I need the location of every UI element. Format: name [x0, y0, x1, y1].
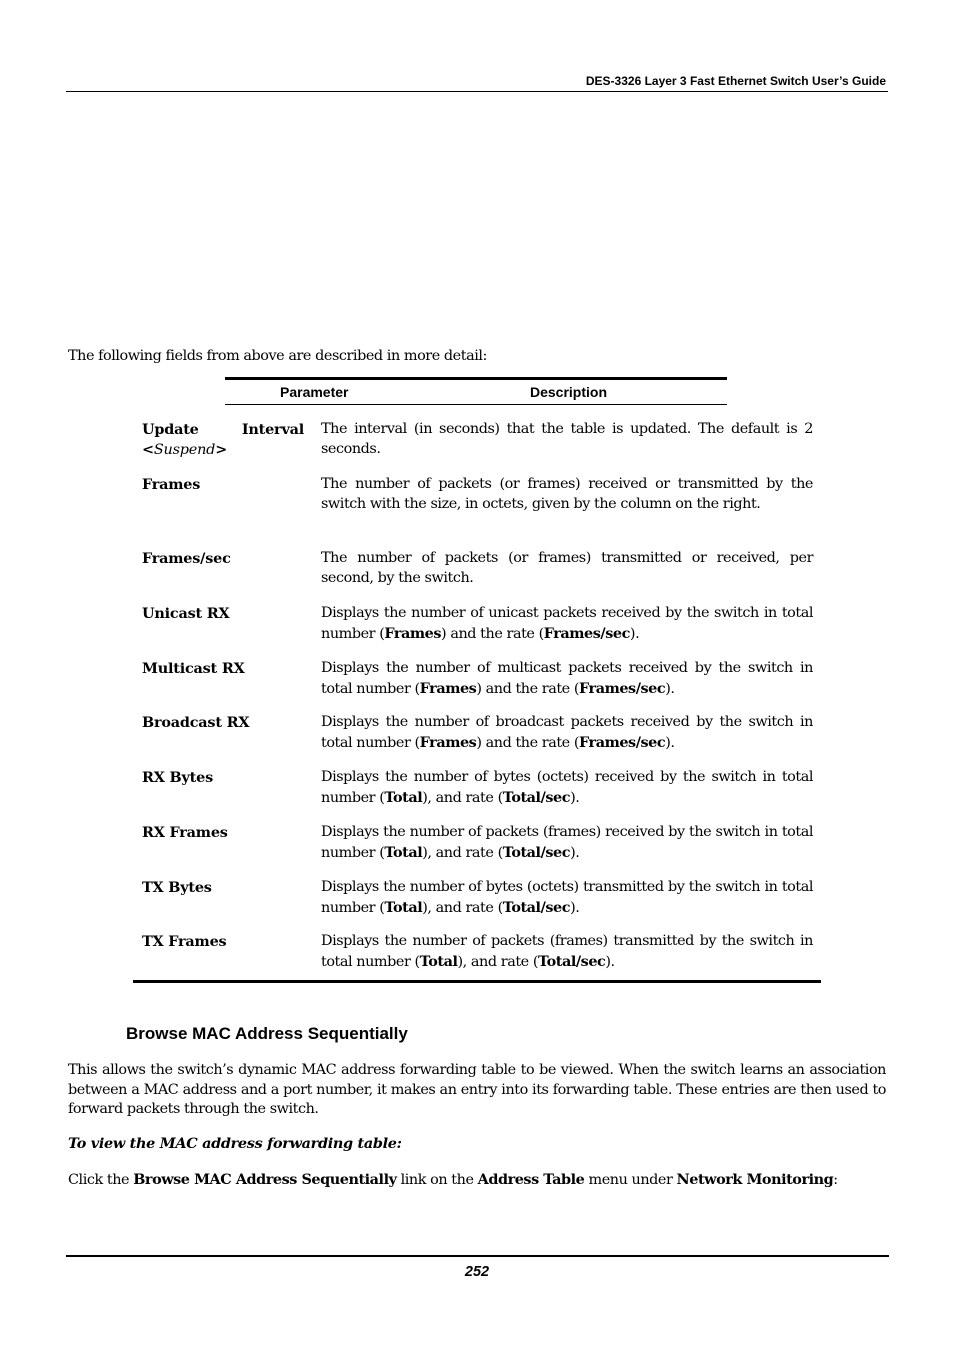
- row-parameter: Frames/sec: [142, 550, 231, 567]
- section-paragraph: This allows the switch’s dynamic MAC address forwarding table to be viewed. When the switch learns an association between a MAC address and a port number, it makes an entry into its forwarding table. These entries are then used to forward packets through the switch.: [68, 1062, 886, 1117]
- page-number: 252: [464, 1264, 490, 1280]
- row-parameter: TX Bytes: [142, 879, 212, 896]
- header-rule: [66, 91, 888, 92]
- row-parameter: TX Frames: [142, 933, 227, 950]
- row-description: Displays the number of packets (frames) received by the switch in total number (Total), and rate (Total/sec).: [321, 824, 813, 861]
- intro-text: The following fields from above are described in more detail:: [68, 348, 487, 364]
- row-description: The interval (in seconds) that the table is updated. The default is 2 seconds.: [321, 421, 813, 457]
- table-bottom-rule: [133, 980, 821, 983]
- row-description: Displays the number of bytes (octets) transmitted by the switch in total number (Total), and rate (Total/sec).: [321, 879, 813, 916]
- row-parameter: Broadcast RX: [142, 714, 250, 731]
- row-description: The number of packets (or frames) received or transmitted by the switch with the size, in octets, given by the column on the right.: [321, 476, 813, 512]
- row-parameter: Frames: [142, 476, 201, 493]
- section-heading: Browse MAC Address Sequentially: [126, 1024, 408, 1043]
- row-parameter: RX Bytes: [142, 769, 213, 786]
- column-header-description: Description: [530, 384, 608, 400]
- instruction-paragraph: Click the Browse MAC Address Sequentially link on the Address Table menu under Network Monitoring:: [68, 1171, 838, 1188]
- row-parameter: Update Interval <Suspend>: [142, 421, 304, 458]
- column-header-parameter: Parameter: [280, 384, 349, 400]
- row-description: The number of packets (or frames) transmitted or received, per second, by the switch.: [321, 550, 813, 586]
- running-header: DES-3326 Layer 3 Fast Ethernet Switch User’s Guide: [585, 74, 886, 88]
- row-parameter: RX Frames: [142, 824, 228, 841]
- procedure-title: To view the MAC address forwarding table:: [68, 1135, 402, 1152]
- footer-rule: [66, 1255, 889, 1257]
- row-description: Displays the number of bytes (octets) received by the switch in total number (Total), and rate (Total/sec).: [321, 769, 813, 806]
- table-header-bottom-rule: [225, 404, 727, 405]
- row-description: Displays the number of multicast packets received by the switch in total number (Frames) and the rate (Frames/sec).: [321, 660, 813, 697]
- row-description: Displays the number of packets (frames) transmitted by the switch in total number (Total), and rate (Total/sec).: [321, 933, 813, 970]
- row-description: Displays the number of broadcast packets received by the switch in total number (Frames) and the rate (Frames/sec).: [321, 714, 813, 751]
- row-parameter: Unicast RX: [142, 605, 230, 622]
- table-header-top-rule: [225, 377, 727, 380]
- row-parameter: Multicast RX: [142, 660, 245, 677]
- row-description: Displays the number of unicast packets received by the switch in total number (Frames) and the rate (Frames/sec).: [321, 605, 813, 642]
